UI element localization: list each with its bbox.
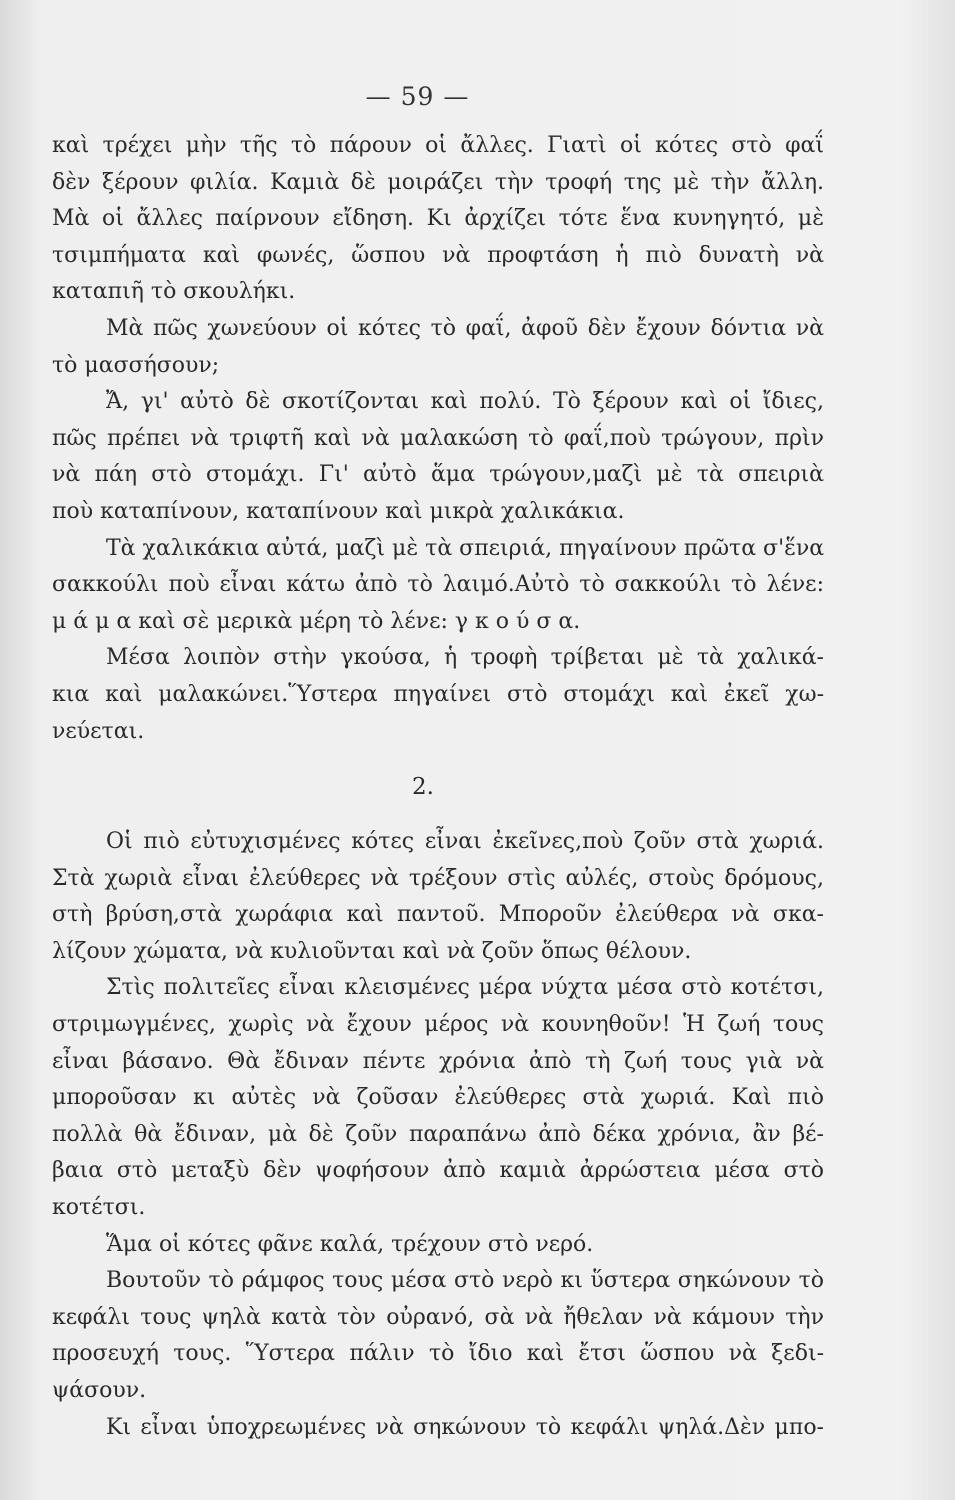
text-line: νεύεται. <box>52 718 145 744</box>
text-line: βαια στὸ μεταξὺ δὲν ψοφήσουν ἀπὸ καμιὰ ἀρρώστεια μέσα στὸ <box>52 1158 824 1184</box>
text-line: τσιμπήματα καὶ φωνές, ὥσπου νὰ προφτάση ἡ πιὸ δυνατὴ νὰ <box>52 242 824 268</box>
text-line: κοτέτσι. <box>52 1195 146 1221</box>
text-line: στὴ βρύση,στὰ χωράφια καὶ παντοῦ. Μποροῦν ἐλεύθερα νὰ σκα- <box>52 902 824 928</box>
paragraph-start: Στὶς πολιτεῖες εἶναι κλεισμένες μέρα νύχτα μέσα στὸ κοτέτσι, <box>106 975 824 1001</box>
text-line: Στὰ χωριὰ εἶναι ἐλεύθερες νὰ τρέξουν στὶς αὐλές, στοὺς δρόμους, <box>52 865 824 891</box>
body-text <box>52 128 824 1446</box>
paragraph-start: Βουτοῦν τὸ ράμφος τους μέσα στὸ νερὸ κι ὕστερα σηκώνουν τὸ <box>106 1268 824 1294</box>
text-line: εἶναι βάσανο. Θὰ ἔδιναν πέντε χρόνια ἀπὸ τὴ ζωή τους γιὰ νὰ <box>52 1048 824 1074</box>
paragraph-start: Οἱ πιὸ εὐτυχισμένες κότες εἶναι ἐκεῖνες,ποὺ ζοῦν στὰ χωριά. <box>106 829 824 855</box>
text-line: κια καὶ μαλακώνει.Ὕστερα πηγαίνει στὸ στομάχι καὶ ἐκεῖ χω- <box>52 681 824 707</box>
paragraph-start: Ἅμα οἱ κότες φᾶνε καλά, τρέχουν στὸ νερό. <box>106 1231 594 1257</box>
text-line: πῶς πρέπει νὰ τριφτῆ καὶ νὰ μαλακώση τὸ φαΐ,ποὺ τρώγουν, πρὶν <box>52 425 824 451</box>
text-line: προσευχή τους. Ὕστερα πάλιν τὸ ἴδιο καὶ ἔτσι ὥσπου νὰ ξεδι- <box>52 1341 824 1367</box>
page-number: — 59 — <box>365 82 470 111</box>
text-line: σακκούλι ποὺ εἶναι κάτω ἀπὸ τὸ λαιμό.Αὐτὸ τὸ σακκούλι τὸ λένε: <box>52 572 824 598</box>
text-line: καὶ τρέχει μὴν τῆς τὸ πάρουν οἱ ἄλλες. Γιατὶ οἱ κότες στὸ φαΐ <box>52 133 824 158</box>
text-line: λίζουν χώματα, νὰ κυλιοῦνται καὶ νὰ ζοῦν ὅπως θέλουν. <box>52 938 692 964</box>
text-line: Μὰ οἱ ἄλλες παίρνουν εἴδηση. Κι ἀρχίζει τότε ἕνα κυνηγητό, μὲ <box>52 206 824 232</box>
section-number: 2. <box>412 774 434 801</box>
text-line: νὰ πάη στὸ στομάχι. Γι' αὐτὸ ἅμα τρώγουν,μαζὶ μὲ τὰ σπειριὰ <box>52 462 824 488</box>
text-line: καταπιῆ τὸ σκουλήκι. <box>52 279 296 305</box>
text-line: μποροῦσαν κι αὐτὲς νὰ ζοῦσαν ἐλεύθερες στὰ χωριά. Καὶ πιὸ <box>52 1085 824 1111</box>
text-line: πολλὰ θὰ ἔδιναν, μὰ δὲ ζοῦν παραπάνω ἀπὸ δέκα χρόνια, ἂν βέ- <box>52 1121 824 1147</box>
text-line: στριμωγμένες, χωρὶς νὰ ἔχουν μέρος νὰ κουνηθοῦν! Ἡ ζωή τους <box>52 1012 824 1038</box>
text-line: ψάσουν. <box>52 1378 147 1403</box>
text-line: κεφάλι τους ψηλὰ κατὰ τὸν οὐρανό, σὰ νὰ ἤθελαν νὰ κάμουν τὴν <box>52 1304 824 1330</box>
paragraph-start: Τὰ χαλικάκια αὐτά, μαζὶ μὲ τὰ σπειριά, πηγαίνουν πρῶτα σ'ἕνα <box>106 535 824 561</box>
paragraph-start: Μέσα λοιπὸν στὴν γκούσα, ἡ τροφὴ τρίβεται μὲ τὰ χαλικά- <box>106 645 824 671</box>
paragraph-start: Ἄ, γι' αὐτὸ δὲ σκοτίζονται καὶ πολύ. Τὸ ξέρουν καὶ οἱ ἴδιες, <box>106 389 824 415</box>
paragraph-start: Μὰ πῶς χωνεύουν οἱ κότες τὸ φαΐ, ἀφοῦ δὲν ἔχουν δόντια νὰ <box>106 315 824 341</box>
paragraph-start: Κι εἶναι ὑποχρεωμένες νὰ σηκώνουν τὸ κεφάλι ψηλά.Δὲν μπο- <box>106 1414 824 1440</box>
text-line: δὲν ξέρουν φιλία. Καμιὰ δὲ μοιράζει τὴν τροφή της μὲ τὴν ἄλλη. <box>52 169 824 195</box>
text-line: ποὺ καταπίνουν, καταπίνουν καὶ μικρὰ χαλικάκια. <box>52 498 625 524</box>
text-line: τὸ μασσήσουν; <box>52 352 220 378</box>
text-line: μ ά μ α καὶ σὲ μερικὰ μέρη τὸ λένε: γ κ ο ύ σ α. <box>52 608 581 634</box>
